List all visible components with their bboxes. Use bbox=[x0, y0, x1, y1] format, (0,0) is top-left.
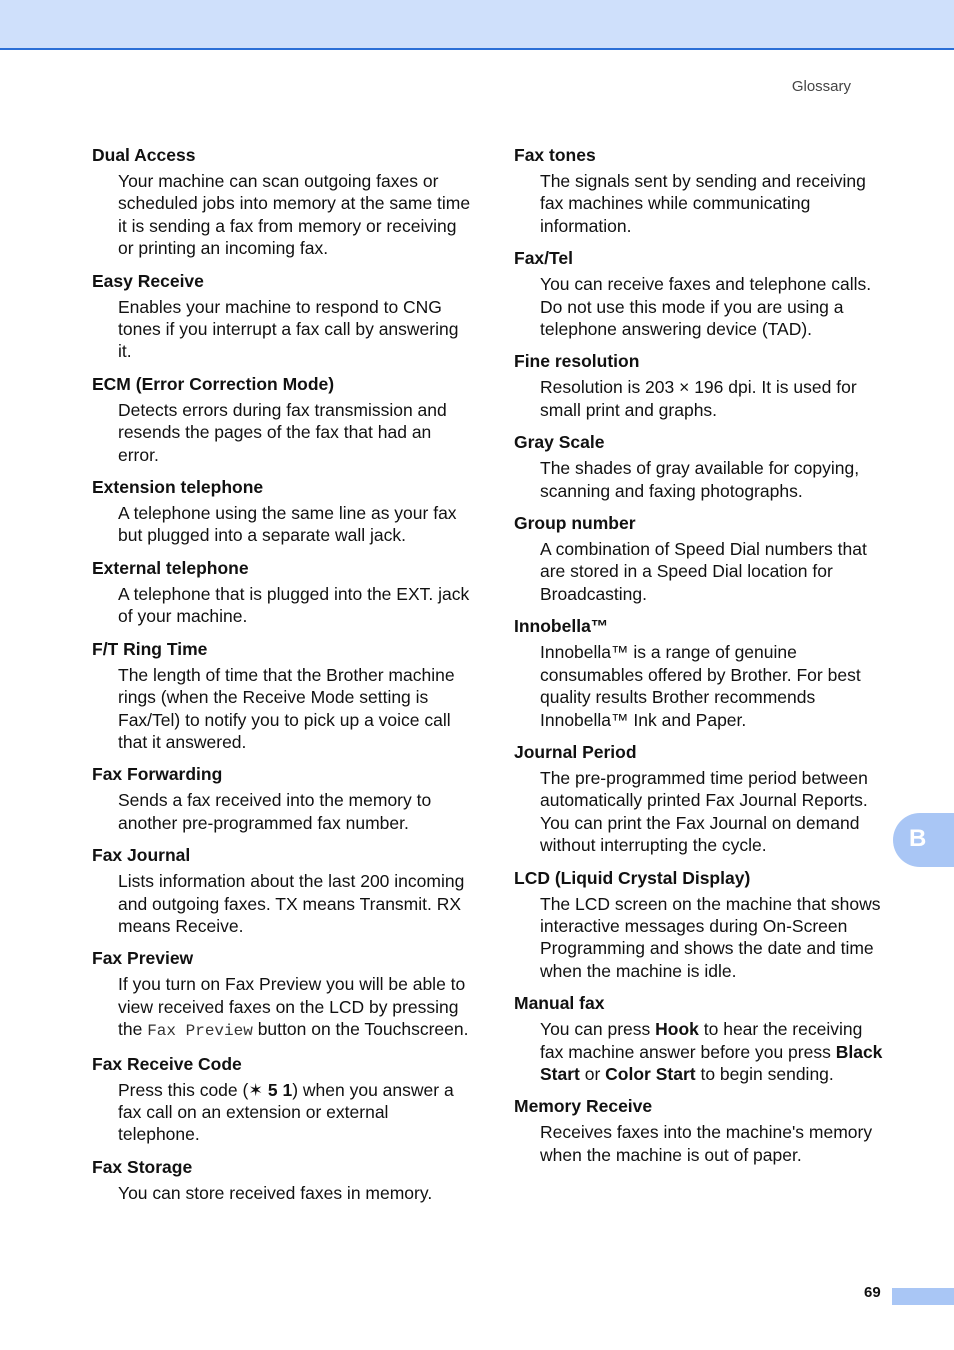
definition-text: button on the Touchscreen. bbox=[252, 1019, 469, 1040]
definition-text: Press this code ( bbox=[118, 1079, 249, 1100]
definition-text: to begin sending. bbox=[695, 1063, 834, 1084]
glossary-definition: You can store received faxes in memory. bbox=[118, 1182, 433, 1203]
glossary-term: Extension telephone bbox=[92, 477, 264, 498]
glossary-term: Fax Storage bbox=[92, 1156, 193, 1177]
glossary-definition: Your machine can scan outgoing faxes or scheduled jobs into memory at the same time it is sending a fax from memory or receiving or printing an incoming fax. bbox=[118, 171, 471, 259]
glossary-right-column bbox=[514, 144, 886, 1176]
glossary-entry bbox=[514, 431, 886, 502]
page-number-bar bbox=[892, 1288, 954, 1305]
glossary-definition bbox=[118, 973, 472, 1042]
glossary-term: Group number bbox=[514, 513, 636, 534]
definition-text: If you turn on Fax Preview you will be able to view received faxes on the LCD by pressing the bbox=[118, 974, 466, 1040]
glossary-definition bbox=[118, 1079, 472, 1146]
receive-code: 5 1 bbox=[263, 1079, 293, 1100]
glossary-entry bbox=[514, 1095, 886, 1166]
glossary-left-column bbox=[92, 144, 472, 1214]
header-band bbox=[0, 0, 954, 50]
color-start-key-label: Color Start bbox=[605, 1063, 696, 1084]
hook-key-label: Hook bbox=[655, 1019, 699, 1040]
glossary-entry bbox=[92, 1156, 472, 1204]
black-start-key-label: Black Start bbox=[540, 1041, 883, 1084]
glossary-definition: Lists information about the last 200 incoming and outgoing faxes. TX means Transmit. RX means Receive. bbox=[118, 871, 465, 936]
glossary-term: Journal Period bbox=[514, 741, 637, 762]
glossary-term: Fax Journal bbox=[92, 845, 191, 866]
glossary-entry bbox=[92, 844, 472, 937]
glossary-entry bbox=[92, 638, 472, 754]
glossary-term: Fax tones bbox=[514, 145, 596, 165]
glossary-definition: The LCD screen on the machine that shows interactive messages during On-Screen Programming and shows the date and time when the machine is idle. bbox=[540, 893, 881, 981]
glossary-definition: A combination of Speed Dial numbers that are stored in a Speed Dial location for Broadcasting. bbox=[540, 539, 867, 604]
glossary-term: Dual Access bbox=[92, 145, 196, 165]
glossary-entry bbox=[514, 247, 886, 340]
glossary-entry bbox=[92, 476, 472, 547]
glossary-definition bbox=[540, 1018, 886, 1085]
glossary-term: Fax Receive Code bbox=[92, 1053, 242, 1074]
glossary-definition: The signals sent by sending and receiving fax machines while communicating information. bbox=[540, 171, 866, 236]
glossary-entry bbox=[92, 947, 472, 1042]
glossary-entry bbox=[92, 270, 472, 363]
glossary-term: ECM (Error Correction Mode) bbox=[92, 373, 335, 394]
glossary-term: Memory Receive bbox=[514, 1096, 653, 1117]
glossary-definition: Sends a fax received into the memory to another pre-programmed fax number. bbox=[118, 790, 432, 833]
glossary-term: LCD (Liquid Crystal Display) bbox=[514, 867, 751, 888]
glossary-term: Fax Preview bbox=[92, 948, 194, 969]
definition-text: ) when you answer a fax call on an extension or external telephone. bbox=[118, 1079, 454, 1145]
glossary-entry bbox=[92, 763, 472, 834]
glossary-definition: A telephone that is plugged into the EXT. jack of your machine. bbox=[118, 583, 470, 627]
star-icon: ✶ bbox=[248, 1079, 263, 1100]
glossary-entry bbox=[514, 512, 886, 605]
glossary-entry bbox=[92, 557, 472, 628]
glossary-entry bbox=[514, 144, 886, 237]
glossary-definition: Enables your machine to respond to CNG tones if you interrupt a fax call by answering it. bbox=[118, 296, 459, 362]
glossary-definition: The shades of gray available for copying, scanning and faxing photographs. bbox=[540, 458, 860, 501]
glossary-term: Fax Forwarding bbox=[92, 764, 223, 785]
glossary-entry bbox=[514, 350, 886, 421]
glossary-entry bbox=[514, 741, 886, 857]
glossary-term: Fine resolution bbox=[514, 351, 640, 372]
glossary-definition: The length of time that the Brother machine rings (when the Receive Mode setting is Fax/Tel) to notify you to pick up a voice call that it answered. bbox=[118, 664, 455, 752]
glossary-definition: The pre-programmed time period between automatically printed Fax Journal Reports. You can print the Fax Journal on demand without interrupting the cycle. bbox=[540, 767, 868, 856]
glossary-entry bbox=[514, 867, 886, 983]
glossary-term: Innobella™ bbox=[514, 616, 609, 637]
glossary-entry bbox=[92, 144, 472, 260]
definition-text: to hear the receiving fax machine answer before you press bbox=[540, 1019, 863, 1062]
glossary-definition: You can receive faxes and telephone calls. Do not use this mode if you are using a telephone answering device (TAD). bbox=[540, 274, 872, 340]
glossary-definition: Receives faxes into the machine's memory when the machine is out of paper. bbox=[540, 1122, 873, 1165]
glossary-term: F/T Ring Time bbox=[92, 638, 208, 659]
glossary-term: Easy Receive bbox=[92, 270, 204, 291]
glossary-term: Fax/Tel bbox=[514, 248, 574, 269]
glossary-term: Gray Scale bbox=[514, 432, 605, 453]
glossary-definition: Detects errors during fax transmission and resends the pages of the fax that had an error. bbox=[118, 399, 447, 465]
fax-preview-button-label: Fax Preview bbox=[147, 1022, 253, 1041]
glossary-term: Manual fax bbox=[514, 993, 605, 1014]
glossary-entry bbox=[92, 373, 472, 466]
glossary-definition: A telephone using the same line as your fax but plugged into a separate wall jack. bbox=[118, 503, 457, 546]
definition-text: or bbox=[579, 1063, 606, 1084]
glossary-entry bbox=[514, 992, 886, 1085]
glossary-definition: Innobella™ is a range of genuine consumables offered by Brother. For best quality results Brother recommends Innobella™ Ink and Paper. bbox=[540, 642, 861, 730]
chapter-tab bbox=[893, 813, 954, 867]
glossary-entry bbox=[514, 615, 886, 731]
definition-text: You can press bbox=[540, 1019, 656, 1040]
page-number: 69 bbox=[864, 1284, 881, 1301]
chapter-tab-letter: B bbox=[909, 825, 927, 852]
glossary-entry bbox=[92, 1053, 472, 1146]
glossary-definition: Resolution is 203 × 196 dpi. It is used for small print and graphs. bbox=[540, 377, 857, 420]
section-title: Glossary bbox=[791, 78, 851, 95]
glossary-term: External telephone bbox=[92, 557, 249, 578]
